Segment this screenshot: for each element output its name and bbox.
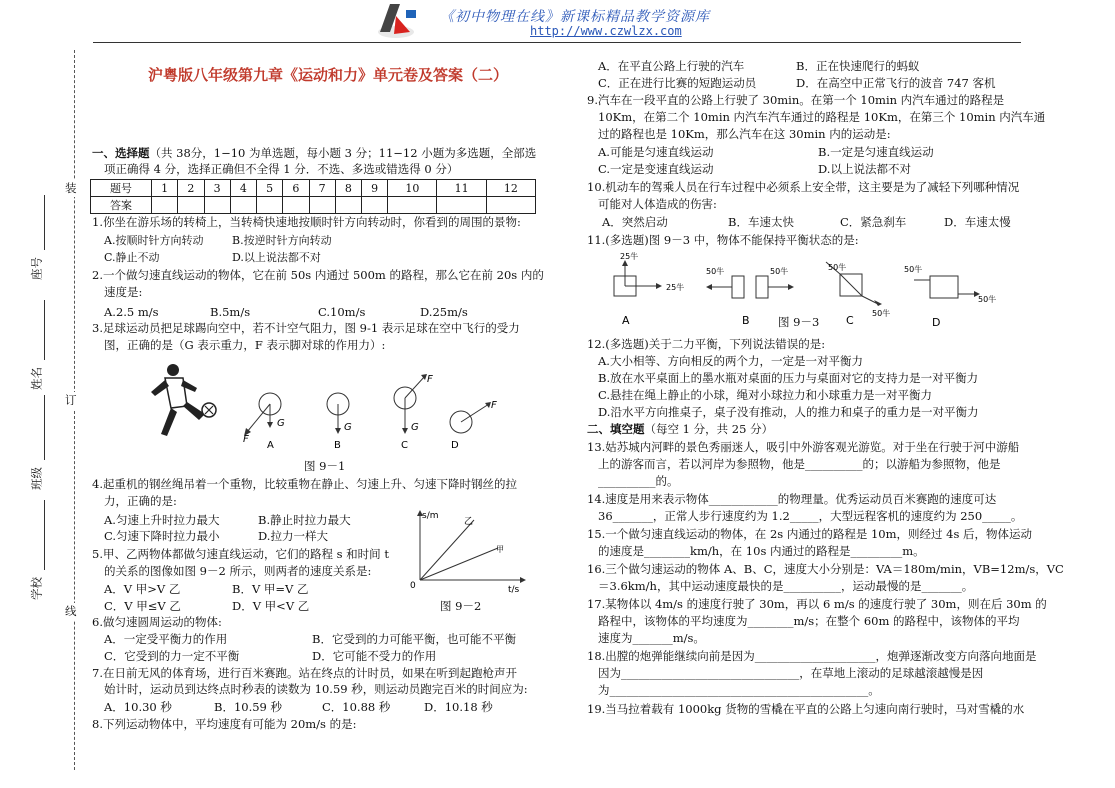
q12-option-a: A.大小相等、方向相反的两个力，一定是一对平衡力 (598, 354, 863, 368)
q9-line3: 过的路程也是 10Km，那么汽车在这 30min 内的运动是: (598, 127, 891, 141)
answer-table-row-numbers (91, 180, 536, 197)
fig1-label-f: F (427, 374, 433, 385)
answer-cell[interactable] (257, 197, 283, 214)
q1-stem: 1.你坐在游乐场的转椅上，当转椅快速地按顺时针方向转动时，你看到的周围的景物: (92, 215, 521, 229)
fig2-line-jia: 甲 (496, 545, 504, 554)
fig3-label-b: B (742, 314, 750, 327)
binding-dashed-line (74, 50, 75, 770)
section2-desc: （每空 1 分，共 25 分） (644, 422, 774, 436)
q14-line1: 14.速度是用来表示物体____________的物理量。优秀运动员百米赛跑的速度可达 (587, 492, 997, 506)
answer-cell[interactable] (437, 197, 486, 214)
q12-option-c: C.悬挂在绳上静止的小球，绳对小球拉力和小球重力是一对平衡力 (598, 388, 933, 402)
section1-line1 (92, 145, 536, 162)
table-cell: 5 (257, 180, 283, 197)
q15-line2: 的速度是________km/h，在 10s 内通过的路程是_________m。 (598, 544, 925, 558)
table-label-number: 题号 (91, 180, 152, 197)
q13-line3: __________的。 (598, 474, 679, 488)
name-line (44, 300, 45, 360)
q5-option-b: B．V 甲=V 乙 (232, 582, 309, 596)
table-label-answer: 答案 (91, 197, 152, 214)
answer-cell[interactable] (362, 197, 388, 214)
q5-option-d: D．V 甲<V 乙 (232, 599, 310, 613)
q2-option-a: A.2.5 m/s (104, 305, 159, 319)
q9-option-c: C.一定是变速直线运动 (598, 162, 714, 176)
q8-option-c: C．正在进行比赛的短跑运动员 (598, 76, 757, 90)
q7-option-b: B．10.59 秒 (214, 700, 283, 714)
section2-line (587, 421, 773, 438)
section1-desc1: （共 38分，1−10 为单选题，每小题 3 分；11−12 小题为多选题，全部选 (149, 146, 537, 160)
q5-stem: 5.甲、乙两物体都做匀速直线运动，它们的路程 s 和时间 t (92, 547, 389, 561)
q5-stem-b: 的关系的图像如图 9－2 所示，则两者的速度关系是: (104, 564, 372, 578)
q4-option-d: D.拉力一样大 (258, 529, 328, 543)
fig2-line-yi: 乙 (464, 517, 474, 527)
table-cell: 11 (437, 180, 486, 197)
answer-cell[interactable] (283, 197, 309, 214)
q10-option-c: C．紧急刹车 (840, 215, 907, 229)
q17-line1: 17.某物体以 4m/s 的速度行驶了 30m，再以 6 m/s 的速度行驶了 30m，则在后 30m 的 (587, 597, 1047, 611)
answer-cell[interactable] (335, 197, 361, 214)
q9-line1: 9.汽车在一段平直的公路上行驶了 30min。在第一个 10min 内汽车通过的路程是 (587, 93, 1005, 107)
answer-table-row-answers (91, 197, 536, 214)
school-text: 学校 (29, 577, 44, 600)
fig3-label-c: C (846, 314, 854, 327)
fig1-label-f: F (491, 400, 497, 411)
q8-option-b: B．正在快速爬行的蚂蚁 (796, 59, 920, 73)
fig1-label-d: D (451, 440, 459, 451)
seat-line (44, 195, 45, 250)
q18-line1: 18.出膛的炮弹能继续向前是因为_____________________，炮弹逐渐改变方向落向地面是 (587, 649, 1037, 663)
q3-stem: 3.足球运动员把足球踢向空中，若不计空气阻力，图 9-1 表示足球在空中飞行的受力 (92, 321, 520, 335)
fig2-origin: 0 (410, 581, 416, 591)
fig1-label-c: C (401, 440, 408, 451)
binding-ding: 订 (65, 393, 77, 407)
fig3-a-right: 25牛 (666, 283, 685, 292)
q12-option-d: D.沿水平方向推桌子，桌子没有推动，人的推力和桌子的重力是一对平衡力 (598, 405, 979, 419)
q9-option-a: A.可能是匀速直线运动 (598, 145, 714, 159)
class-text: 班级 (29, 467, 44, 490)
name-label (22, 367, 52, 390)
q2-option-c: C.10m/s (318, 305, 366, 319)
school-label (22, 577, 52, 600)
q4-stem: 4.起重机的钢丝绳吊着一个重物，比较重物在静止、匀速上升、匀速下降时钢丝的拉 (92, 477, 517, 491)
q7-option-c: C．10.88 秒 (322, 700, 391, 714)
fig3-c-bottom: 50牛 (872, 309, 891, 318)
q16-line2: ＝3.6km/h，其中运动速度最快的是__________，运动最慢的是_______。 (598, 579, 974, 593)
fig1-label-g: G (344, 422, 352, 433)
figure-9-2-caption: 图 9－2 (440, 599, 482, 613)
q1-option-a: A.按顺时针方向转动 (104, 234, 204, 247)
q7-option-a: A．10.30 秒 (104, 700, 172, 714)
name-text: 姓名 (29, 367, 44, 390)
table-cell: 10 (388, 180, 437, 197)
q4-option-b: B.静止时拉力最大 (258, 513, 351, 527)
q14-line2: 36_______，正常人步行速度约为 1.2_____，大型远程客机的速度约为 250_____。 (598, 509, 1023, 523)
table-cell: 1 (152, 180, 178, 197)
q16-line1: 16.三个做匀速运动的物体 A、B、C，速度大小分别是：VA＝180m/min，VB=12m/s，VC (587, 562, 1064, 576)
q2-option-b: B.5m/s (210, 305, 251, 319)
q7-stem-b: 始计时，运动员到达终点时秒表的读数为 10.59 秒，则运动员跑完百米的时间应为: (104, 682, 528, 696)
q2-stem-b: 速度是: (104, 285, 143, 299)
q4-option-c: C.匀速下降时拉力最小 (104, 529, 220, 543)
header-url[interactable]: http://www.czwlzx.com (530, 24, 682, 38)
q5-option-a: A．V 甲>V 乙 (104, 582, 181, 596)
q10-line2: 可能对人体造成的伤害: (598, 197, 717, 211)
answer-cell[interactable] (230, 197, 256, 214)
seat-label (22, 257, 52, 280)
answer-cell[interactable] (486, 197, 535, 214)
fig1-label-g: G (411, 422, 419, 433)
q10-option-d: D．车速太慢 (944, 215, 1011, 229)
q6-stem: 6.做匀速圆周运动的物体: (92, 615, 222, 629)
fig3-d-right: 50牛 (978, 295, 997, 304)
fig1-label-f: F (243, 434, 249, 445)
q17-line3: 速度为_______m/s。 (598, 631, 705, 645)
fig1-label-a: A (267, 440, 274, 451)
q18-line3: 为_____________________________________________。 (598, 683, 880, 697)
fig3-d-left: 50牛 (904, 265, 923, 274)
logo (376, 2, 426, 40)
fig3-a-top: 25牛 (620, 252, 639, 261)
class-line (44, 395, 45, 460)
table-cell: 2 (178, 180, 204, 197)
answer-cell[interactable] (152, 197, 178, 214)
seat-text: 座号 (29, 257, 44, 280)
answer-cell[interactable] (178, 197, 204, 214)
table-cell: 6 (283, 180, 309, 197)
fig3-b-right: 50牛 (770, 267, 789, 276)
q17-line2: 路程中，该物体的平均速度为________m/s；在整个 60m 的路程中，该物体的平均 (598, 614, 1020, 628)
table-cell: 8 (335, 180, 361, 197)
school-line (44, 500, 45, 570)
fig3-b-left: 50牛 (706, 267, 725, 276)
q10-option-b: B．车速太快 (728, 215, 794, 229)
table-cell: 4 (230, 180, 256, 197)
q13-line2: 上的游客而言，若以河岸为参照物，他是__________的；以游船为参照物，他是 (598, 457, 1001, 471)
q8-option-d: D．在高空中正常飞行的波音 747 客机 (796, 76, 996, 90)
q11-stem: 11.(多选题)图 9－3 中，物体不能保持平衡状态的是: (587, 233, 859, 247)
header-title: 《初中物理在线》新课标精品教学资源库 (440, 9, 710, 25)
q7-stem: 7.在日前无风的体育场，进行百米赛跑。站在终点的计时员，如果在听到起跑枪声开 (92, 666, 517, 680)
figure-9-2 (402, 508, 530, 594)
q3-stem-b: 图，正确的是（G 表示重力，F 表示脚对球的作用力）: (104, 338, 386, 352)
table-cell: 9 (362, 180, 388, 197)
q6-option-c: C．它受到的力一定不平衡 (104, 649, 240, 663)
q6-option-d: D．它可能不受力的作用 (312, 649, 437, 663)
answer-cell[interactable] (204, 197, 230, 214)
q9-option-d: D.以上说法都不对 (818, 162, 911, 176)
fig1-label-b: B (334, 440, 341, 451)
section1-heading: 一、选择题 (92, 146, 150, 160)
q7-option-d: D．10.18 秒 (424, 700, 493, 714)
q13-line1: 13.姑苏城内河畔的景色秀丽迷人，吸引中外游客观光游览。对于坐在行驶于河中游船 (587, 440, 1020, 454)
answer-cell[interactable] (309, 197, 335, 214)
q8-stem: 8.下列运动物体中，平均速度有可能为 20m/s 的是: (92, 717, 357, 731)
q6-option-b: B．它受到的力可能平衡，也可能不平衡 (312, 632, 516, 646)
q12-option-b: B.放在水平桌面上的墨水瓶对桌面的压力与桌面对它的支持力是一对平衡力 (598, 371, 979, 385)
fig2-x-label: t/s (508, 585, 520, 594)
header-rule (93, 42, 1021, 43)
logo-icon (376, 2, 426, 40)
figure-9-3-caption: 图 9－3 (778, 315, 820, 329)
q6-option-a: A．一定受平衡力的作用 (104, 632, 228, 646)
table-cell: 7 (309, 180, 335, 197)
binding-xian: 线 (65, 604, 77, 618)
fig1-label-g: G (277, 418, 285, 429)
q2-option-d: D.25m/s (420, 305, 468, 319)
fig2-y-label: s/m (422, 511, 439, 521)
q9-option-b: B.一定是匀速直线运动 (818, 145, 934, 159)
q5-option-c: C．V 甲≤V 乙 (104, 599, 181, 613)
answer-cell[interactable] (388, 197, 437, 214)
table-cell: 3 (204, 180, 230, 197)
section2-heading: 二、填空题 (587, 422, 645, 436)
q1-option-b: B.按逆时针方向转动 (232, 234, 332, 247)
fig3-label-a: A (622, 314, 630, 327)
fig3-label-d: D (932, 316, 941, 329)
q19-line1: 19.当马拉着载有 1000kg 货物的雪橇在平直的公路上匀速向南行驶时，马对雪橇的水 (587, 702, 1025, 716)
q8-option-a: A．在平直公路上行驶的汽车 (598, 59, 745, 73)
class-label (22, 467, 52, 490)
section1-desc2: 项正确得 4 分，选择正确但不全得 1 分．不选、多选或错选得 0 分） (104, 162, 459, 176)
doc-title: 沪粤版八年级第九章《运动和力》单元卷及答案（二） (148, 66, 509, 84)
q1-option-c: C.静止不动 (104, 251, 160, 264)
q2-stem: 2.一个做匀速直线运动的物体，它在前 50s 内通过 500m 的路程，那么它在前 20s 内的 (92, 268, 544, 282)
q15-line1: 15.一个做匀速直线运动的物体，在 2s 内通过的路程是 10m，则经过 4s 后，物体运动 (587, 527, 1033, 541)
figure-9-1-caption: 图 9－1 (304, 459, 346, 473)
q18-line2: 因为_______________________________，在草地上滚动的足球越滚越慢是因 (598, 666, 984, 680)
soccer-player-icon (151, 364, 216, 436)
q9-line2: 10Km，在第二个 10min 内汽车汽车通过的路程是 10Km，在第三个 10min 内汽车通 (598, 110, 1046, 124)
fig3-c-top: 50牛 (828, 263, 847, 272)
answer-table (90, 179, 536, 214)
q12-stem: 12.(多选题)关于二力平衡，下列说法错误的是: (587, 337, 826, 351)
q10-line1: 10.机动车的驾乘人员在行车过程中必须系上安全带，这主要是为了减轻下列哪种情况 (587, 180, 1020, 194)
q4-stem-b: 力，正确的是: (104, 494, 177, 508)
q10-option-a: A．突然启动 (602, 215, 668, 229)
table-cell: 12 (486, 180, 535, 197)
q4-option-a: A.匀速上升时拉力最大 (104, 513, 220, 527)
q1-option-d: D.以上说法都不对 (232, 251, 321, 264)
binding-zhuang: 装 (65, 181, 77, 195)
